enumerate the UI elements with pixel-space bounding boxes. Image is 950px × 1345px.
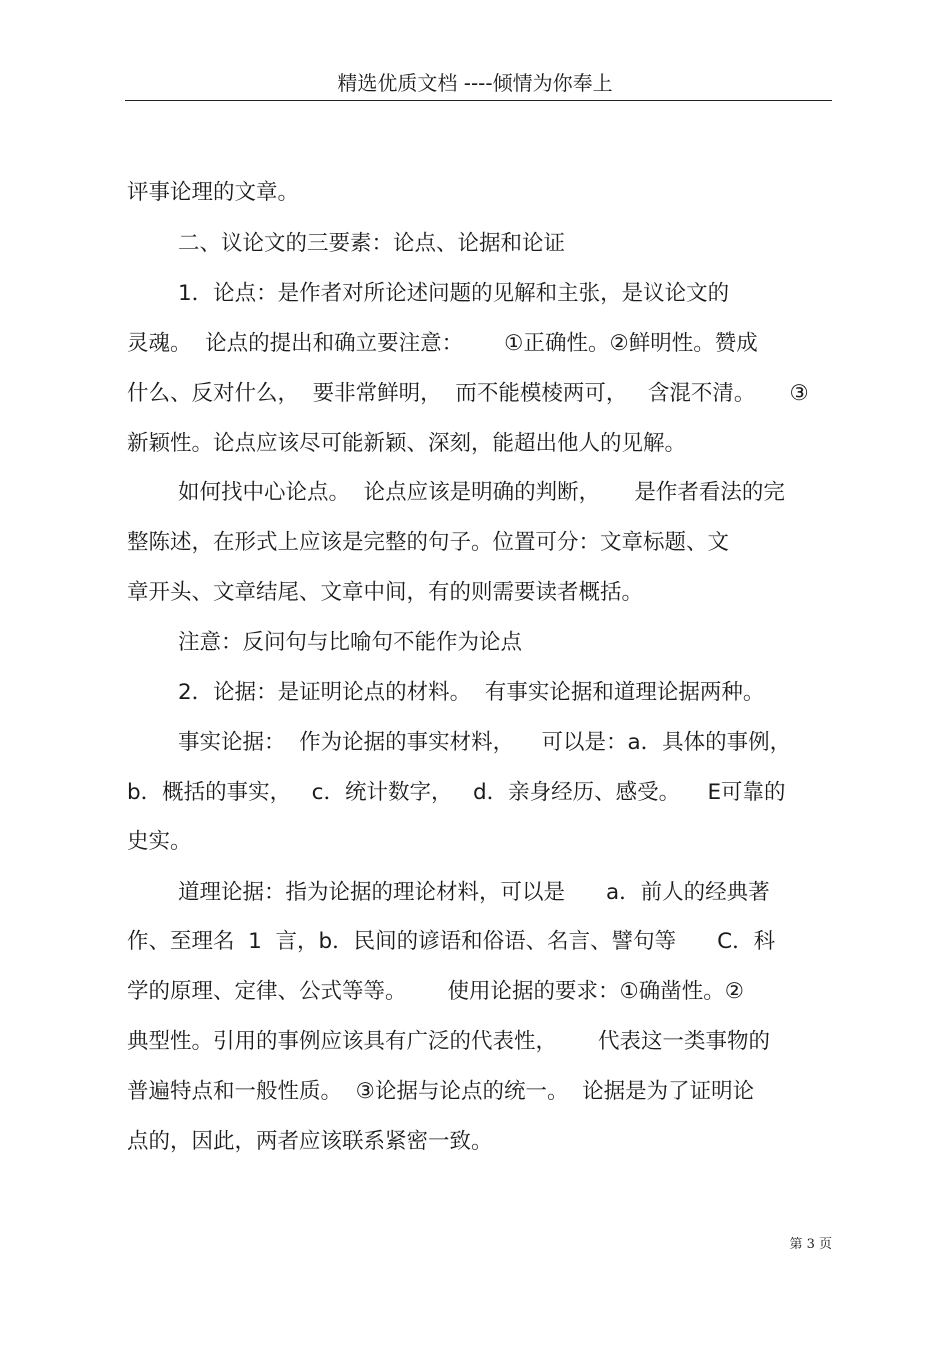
body-line: 二、议论文的三要素：论点、论据和论证 [178, 231, 566, 256]
body-line: 注意：反问句与比喻句不能作为论点 [178, 630, 523, 655]
body-line: 章开头、文章结尾、文章中间，有的则需要读者概括。 [127, 580, 644, 605]
body-line: 学的原理、定律、公式等等。 使用论据的要求：①确凿性。② [127, 979, 745, 1004]
body-line: 什么、反对什么， 要非常鲜明， 而不能模棱两可， 含混不清。 ③ [127, 381, 809, 406]
body-line: 典型性。引用的事例应该具有广泛的代表性， 代表这一类事物的 [127, 1029, 771, 1054]
body-line: 评事论理的文章。 [127, 180, 300, 205]
body-line: 点的，因此，两者应该联系紧密一致。 [127, 1129, 493, 1154]
page-number: 第 3 页 [789, 1237, 832, 1252]
body-line: 作、至理名 1 言，b．民间的谚语和俗语、名言、譬句等 C．科 [127, 929, 776, 954]
body-line: 道理论据：指为论据的理论材料，可以是 a．前人的经典著 [178, 880, 770, 905]
page-header-title: 精选优质文档 ----倾情为你奉上 [337, 71, 613, 95]
body-line: 普遍特点和一般性质。 ③论据与论点的统一。 论据是为了证明论 [127, 1079, 755, 1104]
body-line: 如何找中心论点。 论点应该是明确的判断， 是作者看法的完 [178, 480, 785, 505]
body-line: 史实。 [127, 829, 192, 854]
body-line: 2．论据：是证明论点的材料。 有事实论据和道理论据两种。 [178, 680, 765, 705]
body-line: 新颖性。论点应该尽可能新颖、深刻，能超出他人的见解。 [127, 431, 687, 456]
body-line: 1．论点：是作者对所论述问题的见解和主张，是议论文的 [178, 281, 730, 306]
body-line: b．概括的事实， c．统计数字， d．亲身经历、感受。 E可靠的 [127, 780, 786, 805]
body-line: 灵魂。 论点的提出和确立要注意： ①正确性。②鲜明性。赞成 [127, 331, 758, 356]
header-divider [125, 100, 832, 101]
body-line: 事实论据： 作为论据的事实材料， 可以是：a．具体的事例， [178, 730, 792, 755]
body-line: 整陈述，在形式上应该是完整的句子。位置可分：文章标题、文 [127, 530, 730, 555]
